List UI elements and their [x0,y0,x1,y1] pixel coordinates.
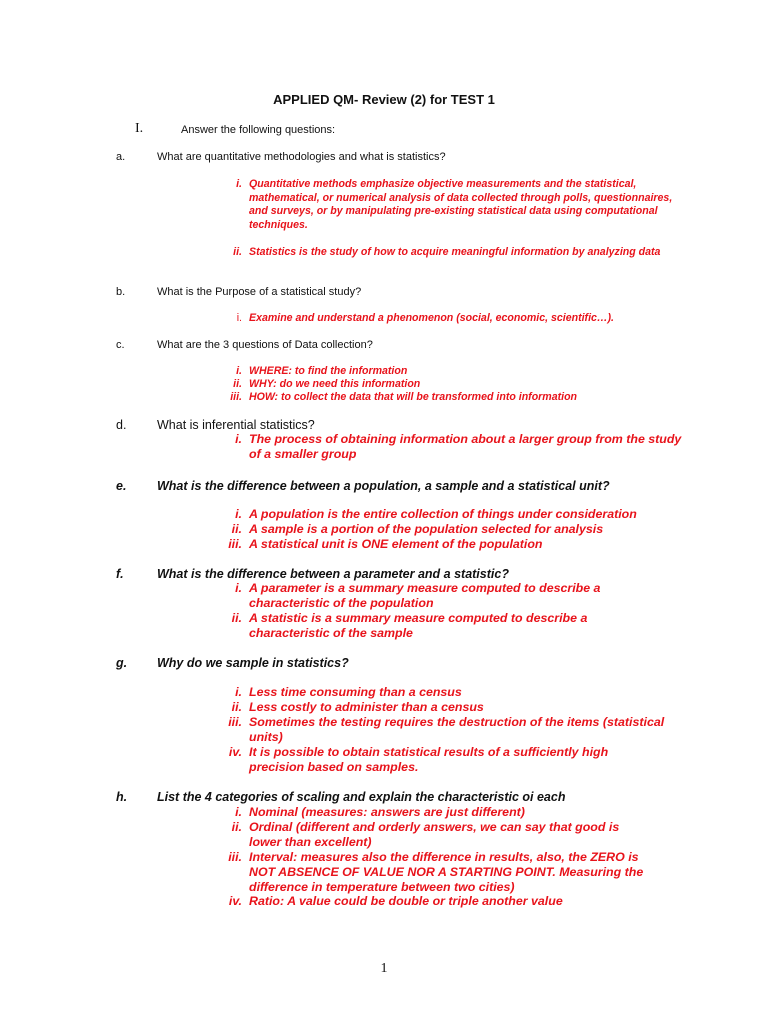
document-page: APPLIED QM- Review (2) for TEST 1 I. Answer the following questions: a. What are quantitative methodologies and what is statistics? i. Quantitative methods emphasize objective measurements and the statistical, mathematical, or numerical analysis of data collected through polls, questionnaires, and surveys, or by manipulating pre-existing statistical data using computational techniques. ii. Statistics is the study of how to acquire meaningful information by analyzing data b. What is the Purpose of a statistical study? i. Examine and understand a phenomenon (social, economic, scientific…). c. What are the 3 questions of Data collection? i. WHERE: to find the information ii. WHY: do we need this information iii. HOW: to collect the data that will be transformed into information d. What is inferential statistics? i. The process of obtaining information about a larger group from the study of a smaller group e. What is the difference between a population, a sample and a statistical unit? i. A population is the entire collection of things under consideration ii. A sample is a portion of the population selected for analysis iii. A statistical unit is ONE element of the population f. What is the difference between a parameter and a statistic? i. A parameter is a summary measure computed to describe a characteristic of the population ii. A statistic is a summary measure computed to describe a characteristic of the sample g. Why do we sample in statistics? i. Less time consuming than a census ii. Less costly to administer than a census iii. Sometimes the testing requires the destruction of the items (statistical units) iv. It is possible to obtain statistical results of a sufficiently high precision based on samples. h. List the 4 categories of scaling and explain the characteristic oi each i. Nominal (measures: answers are just different) ii. Ordinal (different and orderly answers, we can say that good is lower than excellent) iii. Interval: measures also the difference in results, also, the ZERO is NOT ABSENCE OF VALUE NOR A STARTING POINT. Measuring the difference in temperature between two cities) iv. Ratio: A value could be double or triple another value 1 [0,0,768,1024]
page-title: APPLIED QM- Review (2) for TEST 1 [273,92,495,107]
question-c-text: What are the 3 questions of Data collection? [157,339,373,351]
page-number: 1 [380,961,388,976]
question-letter-e: e. [116,479,127,493]
question-e-text: What is the difference between a population, a sample and a statistical unit? [157,479,610,493]
question-f-text: What is the difference between a parameter and a statistic? [157,567,509,581]
question-letter-d: d. [116,418,127,432]
question-letter-a: a. [116,151,126,163]
question-g-text: Why do we sample in statistics? [157,656,349,670]
question-letter-f: f. [116,567,124,581]
question-d-text: What is inferential statistics? [157,418,315,432]
question-letter-g: g. [116,656,128,670]
question-b-text: What is the Purpose of a statistical study? [157,286,362,298]
question-h-text: List the 4 categories of scaling and explain the characteristic oi each [157,790,566,804]
question-a-text: What are quantitative methodologies and what is statistics? [157,151,446,163]
question-letter-c: c. [116,339,125,351]
section-instruction: Answer the following questions: [181,124,336,136]
question-letter-b: b. [116,286,126,298]
section-numeral: I. [135,121,144,136]
question-letter-h: h. [116,790,128,804]
